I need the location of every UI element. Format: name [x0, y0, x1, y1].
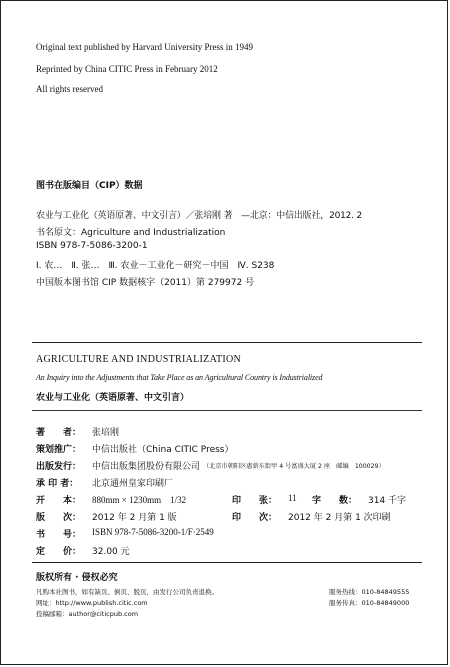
- return-notice: 凡购本社图书，如有缺页、倒页、脱页，由发行公司负责退换。: [36, 588, 218, 596]
- format-value: 880mm × 1230mm 1/32: [92, 495, 187, 505]
- printer-value: 北京通州皇家印刷厂: [92, 479, 174, 489]
- planner-label: 策划推广：: [36, 445, 82, 455]
- book-subtitle-en: An Inquiry into the Adjustments that Take Place as an Agricultural Country is Industrialized: [36, 373, 323, 382]
- sheets-value: 11: [288, 493, 297, 503]
- impression-value: 2012 年 2 月第 1 次印刷: [288, 513, 391, 523]
- format-label: 开 本：: [36, 496, 82, 506]
- author-label: 著 者：: [36, 428, 82, 438]
- service-hotline: 服务热线：010-84849555: [329, 588, 410, 596]
- cip-heading: 图书在版编目（CIP）数据: [36, 181, 143, 191]
- printer-label: 承 印 者：: [36, 479, 79, 489]
- author-value: 张培刚: [92, 428, 120, 438]
- cip-classification: Ⅰ. 农… Ⅱ. 张… Ⅲ. 农业－工业化－研究－中国 Ⅳ. S238: [36, 261, 275, 271]
- planner-value: 中信出版社（China CITIC Press）: [92, 445, 234, 455]
- sheets-label: 印 张：: [232, 496, 278, 506]
- impression-label: 印 次：: [232, 513, 278, 523]
- cip-data-number: 中国版本图书馆 CIP 数据核字（2011）第 279972 号: [36, 278, 255, 288]
- website: 网址：http://www.publish.citic.com: [36, 599, 148, 607]
- divider-top: [32, 342, 422, 343]
- submission-email: 投稿邮箱：author@citicpub.com: [36, 610, 139, 618]
- price-label: 定 价：: [36, 547, 82, 557]
- divider-middle: [32, 410, 422, 411]
- book-title-en: AGRICULTURE AND INDUSTRIALIZATION: [36, 354, 242, 365]
- cip-record-line: 农业与工业化（英语原著、中文引言）／张培刚 著 —北京：中信出版社，2012. 2: [36, 211, 363, 221]
- words-value: 314 千字: [368, 496, 407, 506]
- publisher-label: 出版发行：: [36, 462, 82, 472]
- publisher-address: （北京市朝阳区惠新东街甲 4 号富盛大厦 2 座 邮编 100029）: [203, 463, 385, 470]
- rights-reserved-line: All rights reserved: [36, 84, 103, 94]
- original-publication-line: Original text published by Harvard University Press in 1949: [36, 42, 253, 52]
- cip-original-title: 书名原文：Agriculture and Industrialization: [36, 228, 226, 238]
- rights-statement: 版权所有 · 侵权必究: [36, 573, 118, 583]
- book-title-cn: 农业与工业化（英语原著、中文引言）: [36, 393, 190, 403]
- edition-label: 版 次：: [36, 513, 82, 523]
- divider-bottom: [32, 562, 422, 563]
- edition-value: 2012 年 2 月第 1 版: [92, 513, 177, 523]
- reprint-line: Reprinted by China CITIC Press in February 2012: [36, 64, 218, 74]
- service-fax: 服务传真：010-84849000: [329, 599, 410, 607]
- isbn-value: ISBN 978-7-5086-3200-1/F·2549: [92, 527, 214, 537]
- cip-isbn: ISBN 978-7-5086-3200-1: [36, 241, 148, 251]
- words-label: 字 数：: [312, 496, 358, 506]
- price-value: 32.00 元: [92, 547, 130, 557]
- publisher-value: 中信出版集团股份有限公司: [92, 462, 201, 472]
- isbn-label: 书 号：: [36, 530, 82, 540]
